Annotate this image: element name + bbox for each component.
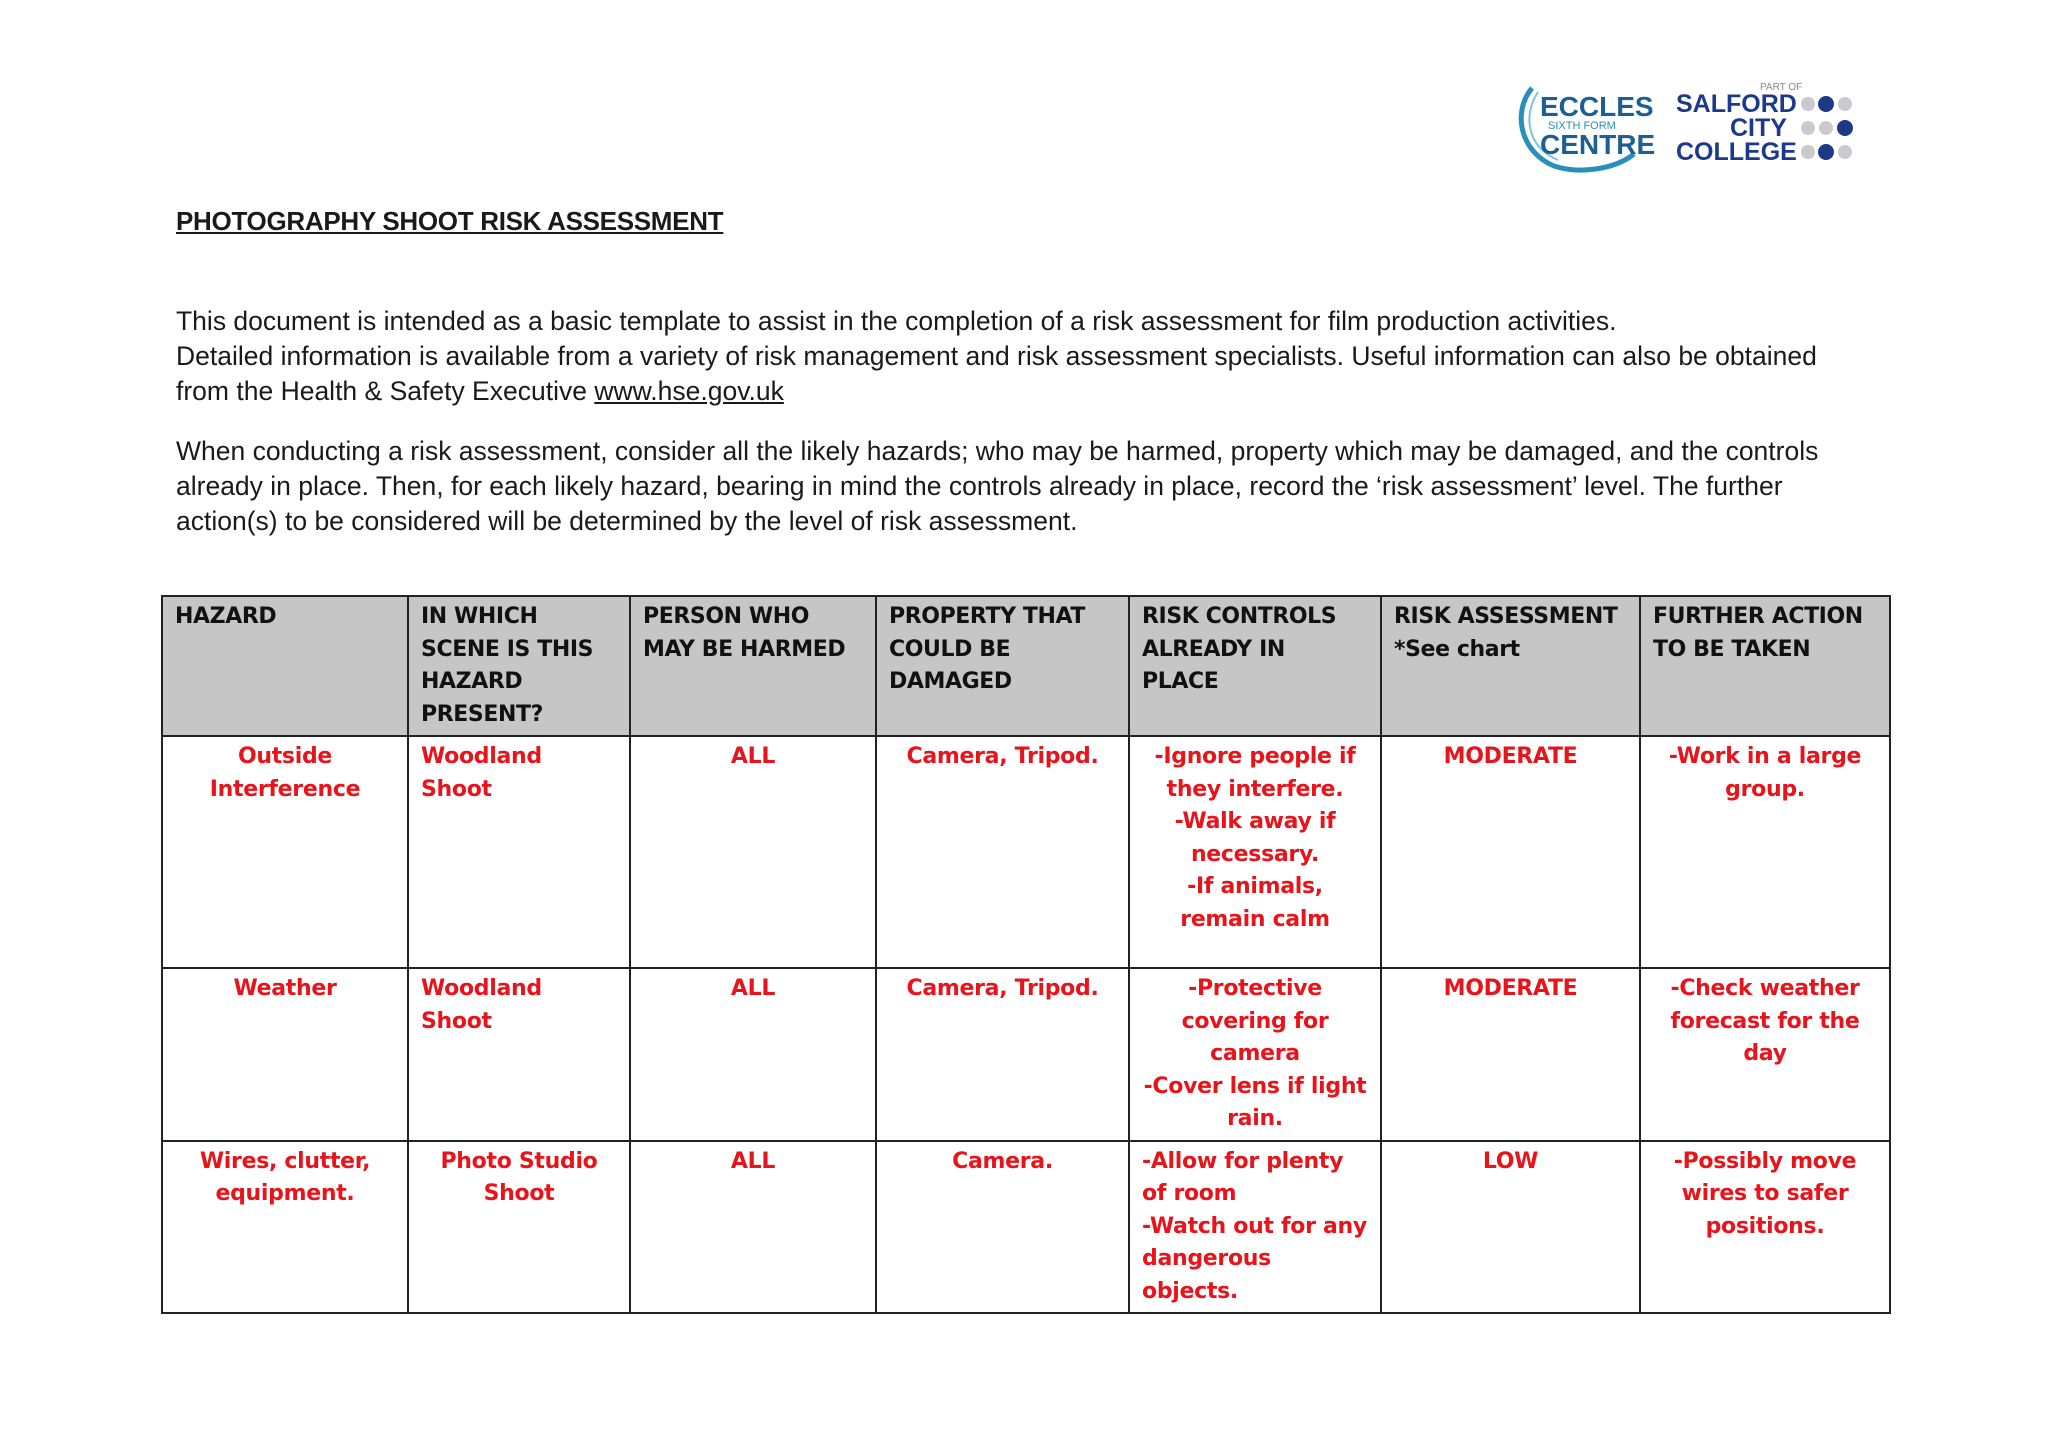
- cell-property: Camera.: [876, 1141, 1129, 1314]
- table-row: [162, 1141, 1890, 1314]
- control-item: -Ignore people if they interfere.: [1154, 744, 1356, 802]
- salford-city-college-logo: [1672, 80, 1862, 172]
- cell-controls: [1129, 736, 1381, 968]
- svg-text:CENTRE: CENTRE: [1540, 129, 1656, 160]
- hse-link[interactable]: www.hse.gov.uk: [594, 376, 784, 406]
- cell-action: -Check weather forecast for the day: [1640, 968, 1890, 1141]
- intro-line: This document is intended as a basic template to assist in the completion of a risk assessment for film production activities.: [176, 306, 1617, 336]
- svg-text:PART OF: PART OF: [1760, 82, 1803, 93]
- cell-action: -Work in a large group.: [1640, 736, 1890, 968]
- cell-person: ALL: [630, 968, 876, 1141]
- cell-person: ALL: [630, 1141, 876, 1314]
- cell-scene: Woodland Shoot: [408, 968, 630, 1141]
- intro-paragraph: [176, 304, 1876, 409]
- cell-property: Camera, Tripod.: [876, 968, 1129, 1141]
- control-item: -If animals, remain calm: [1180, 874, 1330, 932]
- cell-action: -Possibly move wires to safer positions.: [1640, 1141, 1890, 1314]
- risk-assessment-table: [161, 595, 1891, 1314]
- cell-person: ALL: [630, 736, 876, 968]
- document-title: PHOTOGRAPHY SHOOT RISK ASSESSMENT: [176, 206, 724, 236]
- intro-line: [176, 374, 1876, 409]
- intro-line: Detailed information is available from a variety of risk management and risk assessment specialists. Useful information can also be obtained: [176, 341, 1817, 371]
- table-row: [162, 736, 1890, 968]
- cell-risk: MODERATE: [1381, 968, 1640, 1141]
- header-action: FURTHER ACTION TO BE TAKEN: [1640, 596, 1890, 736]
- control-item: -Walk away if necessary.: [1174, 809, 1336, 867]
- cell-hazard: Outside Interference: [162, 736, 408, 968]
- cell-hazard: Wires, clutter, equipment.: [162, 1141, 408, 1314]
- cell-scene: Woodland Shoot: [408, 736, 630, 968]
- control-item: -Protective covering for camera: [1181, 976, 1329, 1066]
- header-property: PROPERTY THAT COULD BE DAMAGED: [876, 596, 1129, 736]
- header-scene: IN WHICH SCENE IS THIS HAZARD PRESENT?: [408, 596, 630, 736]
- svg-text:CITY: CITY: [1730, 114, 1787, 142]
- cell-hazard: Weather: [162, 968, 408, 1141]
- cell-risk: MODERATE: [1381, 736, 1640, 968]
- cell-controls: [1129, 968, 1381, 1141]
- table-row: [162, 968, 1890, 1141]
- guidance-line: When conducting a risk assessment, consider all the likely hazards; who may be harmed, property which may be damaged, and the controls: [176, 436, 1819, 466]
- header-controls: RISK CONTROLS ALREADY IN PLACE: [1129, 596, 1381, 736]
- cell-property: Camera, Tripod.: [876, 736, 1129, 968]
- intro-line-prefix: from the Health & Safety Executive: [176, 376, 595, 406]
- cell-controls: [1129, 1141, 1381, 1314]
- guidance-line: already in place. Then, for each likely hazard, bearing in mind the controls already in place, record the ‘risk assessment’ level. The further: [176, 471, 1783, 501]
- svg-text:ECCLES: ECCLES: [1540, 91, 1654, 122]
- guidance-paragraph: [176, 434, 1876, 539]
- svg-text:SALFORD: SALFORD: [1676, 90, 1797, 118]
- header-risk: RISK ASSESSMENT *See chart: [1381, 596, 1640, 736]
- cell-scene: Photo Studio Shoot: [408, 1141, 630, 1314]
- svg-text:COLLEGE: COLLEGE: [1676, 138, 1797, 166]
- cell-risk: LOW: [1381, 1141, 1640, 1314]
- control-item: -Watch out for any dangerous objects.: [1142, 1213, 1367, 1304]
- svg-text:SIXTH FORM: SIXTH FORM: [1548, 120, 1616, 132]
- guidance-line: action(s) to be considered will be determined by the level of risk assessment.: [176, 506, 1078, 536]
- header-hazard: HAZARD: [162, 596, 408, 736]
- eccles-sixth-form-centre-logo: [1518, 82, 1656, 172]
- control-item: -Allow for plenty of room: [1142, 1148, 1344, 1206]
- table-header-row: [162, 596, 1890, 736]
- header-person: PERSON WHO MAY BE HARMED: [630, 596, 876, 736]
- control-item: -Cover lens if light rain.: [1143, 1073, 1367, 1131]
